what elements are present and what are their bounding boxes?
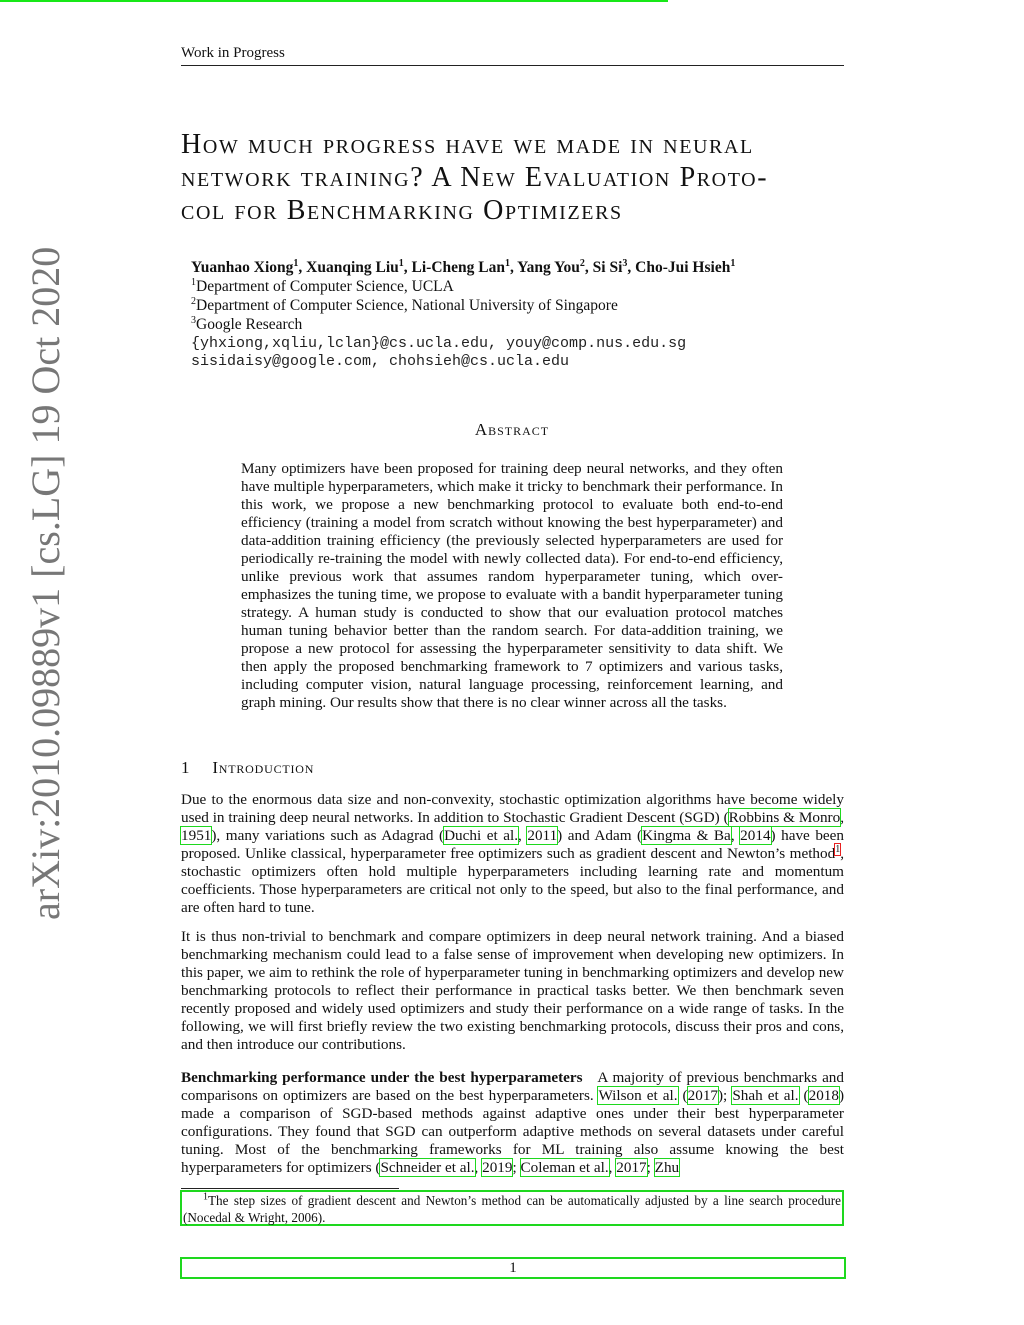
paragraph-text: , [730,827,741,844]
citation-link[interactable]: 2018 [808,1087,839,1104]
author-separator: , [509,259,518,276]
author-list [191,259,841,277]
email-line-1: {yhxiong,xqliu,lclan}@cs.ucla.edu, youy@comp.nus.edu.sg [191,335,687,352]
author-name: Li-Cheng Lan [411,259,505,276]
paragraph-text: ; [512,1159,521,1176]
abstract-text: Many optimizers have been proposed for training deep neural networks, and they often have multiple hyperparameters, which make it tricky to benchmark their performance. In this work, we propose a new benchmarking protocol to evaluate both end-to-end efficiency (training a model from scratch without knowing the best hyperparameter) and data-addition training efficiency (the previously selected hyperparameters are used for periodically re-training the model with newly collected data). For end-to-end efficiency, unlike previous work that assumes random hyperparameter tuning, which over-emphasizes the tuning time, we propose to evaluate with a bandit hyperparameter tuning strategy. A human study is conducted to show that our evaluation protocol matches human tuning behavior better than the random search. For data-addition training, we propose a new protocol for assessing the hyperparameter sensitivity to data shift. We then apply the proposed benchmarking framework to 7 optimizers and various tasks, including computer vision, natural language processing, reinforcement learning, and graph mining. Our results show that there is no clear winner across all the tasks. [241,460,783,711]
paragraph-text: , stochastic optimizers often hold multiple hyperparameters including learning rate and momentum coefficients. Those hyperparameters are critical not only to the speed, but also to the final performance, and are often hard to tune. [181,845,844,916]
benchmarking-paragraph [181,1069,844,1177]
paragraph-text: ( [798,1087,809,1104]
author-affiliation-mark: 2 [579,257,585,269]
author-separator: , [403,259,412,276]
paragraph-text: ); [718,1087,733,1104]
affiliation-2: $^2$Department of Computer Science, National University of Singapore [191,295,618,314]
intro-paragraph-2: It is thus non-trivial to benchmark and compare optimizers in deep neural network training. And a biased benchmarking mechanism could lead to a false sense of improvement when developing new optimizers. In this paper, we aim to rethink the role of hyperparameter tuning in benchmarking optimizers and develop new benchmarking protocols to reflect their performance in practical tasks better. We then benchmark seven recently proposed and widely used optimizers and study their performance on a wide range of tasks. In the following, we will first briefly review the two existing benchmarking protocols, discuss their pros and cons, and then introduce our contributions. [181,928,844,1053]
paragraph-text: ) have been proposed. Unlike classical, hyperparameter free optimizers such as gradient descent and Newton’s method [181,827,845,862]
author-separator: , [627,259,636,276]
paragraph-text: , [474,1159,483,1176]
paper-title [181,128,844,227]
citation-link[interactable]: Kingma & Ba [642,827,731,844]
paragraph-text: , [518,827,528,844]
paragraph-text: ; [646,1159,655,1176]
title-line-1: How much progress have we made in neural [181,129,754,160]
footnote-ref-link[interactable]: 1 [835,843,841,855]
email-line-2: sisidaisy@google.com, chohsieh@cs.ucla.edu [191,353,570,370]
title-line-3: col for Benchmarking Optimizers [181,195,623,226]
citation-link[interactable]: Robbins & Monro [728,809,841,826]
paragraph-text: ), many variations such as Adagrad ( [211,827,445,844]
citation-link[interactable]: 2017 [616,1159,647,1176]
paragraph-text: A majority of previous benchmarks and comparisons on optimizers are based on the best hyperparameters. [181,1069,844,1104]
paragraph-text: ) made a comparison of SGD-based methods against adaptive ones under their best hyperparameter configurations. They found that SGD can outperform adaptive methods on several datasets under careful tuning. Most of the benchmarking frameworks for ML training also assume knowing the best hyperparameters for optimizers ( [181,1087,845,1176]
citation-link[interactable]: 1951 [181,827,212,844]
citation-link[interactable]: 2019 [482,1159,513,1176]
author-name: Cho-Jui Hsieh [635,259,731,276]
running-header: Work in Progress [181,45,285,61]
arxiv-identifier: arXiv:2010.09889v1 [cs.LG] 19 Oct 2020 [23,246,68,920]
title-line-2: network training? A New Evaluation Proto- [181,162,769,193]
citation-link[interactable]: Schneider et al. [380,1159,475,1176]
intro-paragraph-1 [181,791,844,917]
header-rule [181,65,844,66]
abstract-heading: Abstract [474,420,550,439]
benchmarking-heading: Benchmarking performance under the best hyperparameters [181,1069,583,1086]
author-name: Yuanhao Xiong [191,259,294,276]
author-name: Xuanqing Liu [306,259,399,276]
citation-link[interactable]: Shah et al. [732,1087,799,1104]
section-number: 1 [181,758,191,777]
author-affiliation-mark: 1 [504,257,510,269]
section-title-text: Introduction [212,758,315,777]
citation-link[interactable]: 2011 [527,827,558,844]
paragraph-text: Due to the enormous data size and non-convexity, stochastic optimization algorithms have become widely used in training deep neural networks. In addition to Stochastic Gradient Descent (SGD) ( [181,791,844,826]
page-number[interactable]: 1 [180,1257,846,1279]
author-separator: , [584,259,593,276]
citation-link[interactable]: Zhu [654,1159,680,1176]
citation-link[interactable]: Duchi et al. [444,827,519,844]
affiliation-1: $^1$Department of Computer Science, UCLA [191,276,454,295]
footnote[interactable] [180,1190,844,1226]
author-affiliation-mark: 3 [622,257,628,269]
author-affiliation-mark: 1 [293,257,299,269]
paragraph-text: ) and Adam ( [557,827,643,844]
section-heading [181,758,314,778]
affiliation-3: $^3$Google Research [191,314,303,333]
footnote-mark: 1 [203,1191,208,1203]
citation-link[interactable]: 2017 [687,1087,718,1104]
author-affiliation-mark: 1 [398,257,404,269]
footnote-text: The step sizes of gradient descent and Newton’s method can be automatically adjusted by a line search procedure (Nocedal & Wright, 2006). [183,1193,841,1225]
footnote-rule [181,1188,399,1189]
paragraph-text: , [608,1159,617,1176]
author-separator: , [298,259,307,276]
citation-link[interactable]: 2014 [740,827,771,844]
paragraph-text: ( [677,1087,688,1104]
author-name: Yang You [517,259,580,276]
top-accent-bar [0,0,668,2]
paragraph-text: , [840,809,844,826]
author-affiliation-mark: 1 [730,257,736,269]
author-name: Si Si [592,259,623,276]
citation-link[interactable]: Wilson et al. [598,1087,678,1104]
citation-link[interactable]: Coleman et al. [520,1159,609,1176]
